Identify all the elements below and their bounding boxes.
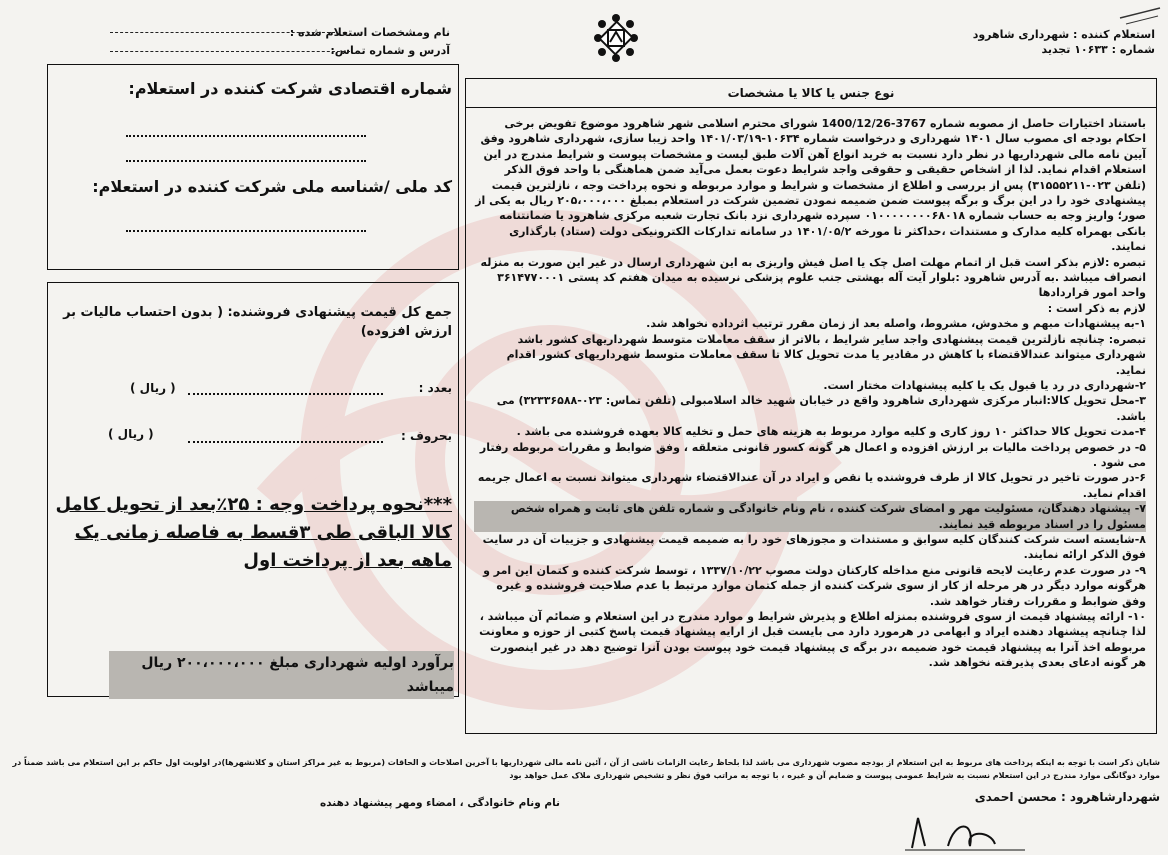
words-label: بحروف : [401,429,452,443]
condition-3: ۳-محل تحویل کالا:انبار مرکزی شهرداری شاهرود واقع در خیابان شهید خالد اسلامبولی (تلفن تماس: ۰۲۳-۳۲۳۳۶۵۸۸) می باشد. [496,394,1146,423]
economic-number-line-2 [126,160,366,162]
words-field [188,441,383,443]
left-price-box [47,282,459,697]
inquirer-label: استعلام کننده : شهرداری شاهرود [972,28,1155,41]
words-unit: ( ریال ) [108,427,154,441]
condition-4: ۴-مدت تحویل کالا حداکثر ۱۰ روز کاری و کلیه موارد مربوط به هزینه های حمل و تخلیه کالا بعهده فروشنده می باشد . [516,425,1146,439]
condition-1-note: تبصره: چنانچه نازلترین قیمت پیشنهادی واجد سایر شرایط ، بالاتر از سقف معاملات متوسط شهرداریهای کشور باشد شهرداری میتواند عندالاقتضاء با کاهش در مقادیر یا مدت تحویل کالا تا سقف معاملات متوسط شهرداریهای کشور اقدام نماید. [506,332,1146,377]
condition-1: ۱-به پیشنهادات مبهم و مخدوش، مشروط، واصله بعد از زمان مقرر ترتیب اثرداده نخواهد شد. [646,317,1146,331]
condition-7: ۷- پیشنهاد دهندگان، مسئولیت مهر و امضای شرکت کننده ، نام ونام خانوادگی و شماره تلفن های ثابت و همراه شخص مسئول را در اسناد مربوطه قید نمایند. [474,501,1146,532]
conditions-body [466,108,1156,671]
top-right-mark-icon [1118,6,1163,26]
left-id-box [47,64,459,270]
digits-unit: ( ریال ) [130,381,176,395]
condition-2: ۲-شهرداری در رد یا قبول یک یا کلیه پیشنهادات مختار است. [823,378,1146,392]
header-left [110,25,450,58]
condition-9: ۹- در صورت عدم رعایت لایحه قانونی منع مداخله کارکنان دولت مصوب ۱۳۳۷/۱۰/۲۲ ، توسط شرکت کننده و کتمان این امر و هرگونه موارد دیگر در هر مرحله از کار از سوی شرکت کننده از جمله کتمان موارد مرتبط با عدم صلاحیت فروشنده و غیره وفق ضوابط و مقررات رفتار خواهد شد. [483,563,1146,608]
national-id-line [126,230,366,232]
goods-type-title: نوع جنس یا کالا یا مشخصات [466,79,1156,108]
mayor-signature-icon [900,800,1030,855]
economic-number-label: شماره اقتصادی شرکت کننده در استعلام: [128,79,452,98]
national-id-label: کد ملی /شناسه ملی شرکت کننده در استعلام: [92,177,452,196]
payment-terms: ***نحوه پرداخت وجه : ۲۵٪بعد از تحویل کامل کالا الباقی طی ۳قسط به فاصله زمانی یک ماهه بعد از پرداخت اول [55,494,452,571]
municipality-estimate: برآورد اولیه شهرداری مبلغ ۲۰۰،۰۰۰،۰۰۰ ریال میباشد [109,651,454,699]
inquiry-number: شماره : ۱۰۶۳۳ تجدید [1041,43,1155,56]
inquired-name-label: نام ومشخصات استعلام شده : [289,26,450,39]
main-conditions-box [465,78,1157,734]
digits-field [188,393,383,395]
condition-8: ۸-شایسته است شرکت کنندگان کلیه سوابق و مستندات و مجوزهای خود را به ضمیمه قیمت پیشنهادی و جزییات آن در سایت فوق الذکر ارائه نمایند. [482,532,1146,562]
address-label: آدرس و شماره تماس: [330,44,450,57]
condition-10: ۱۰- ارائه پیشنهاد قیمت از سوی فروشنده بمنزله اطلاع و پذیرش شرایط و موارد مندرج در این استعلام و ضمائم آن میباشد ، لذا چنانچه پیشنهاد دهنده ایراد و ابهامی در هرمورد دارد می بایست قبل از ارایه پیشنهاد قیمت پاسخ کتبی از حوزه و معاونت مربوطه اخذ آنرا به پیشنهاد قیمت خود ضمیمه ،در برگه ی پیشنهاد قیمت خود پیوست بودن آنرا توضیح دهد در غیر اینصورت هر گونه ادعای بعدی پذیرفته نخواهد شد. [479,610,1146,670]
condition-6: ۶-در صورت تاخیر در تحویل کالا از طرف فروشنده یا نقص و ایراد در آن عندالاقتضاء شهرداری میتواند نسبت به اعمال جریمه اقدام نماید. [477,471,1146,500]
mention-heading: لازم به ذکر است : [1047,301,1146,315]
header-right [900,27,1155,57]
economic-number-line [126,135,366,137]
total-price-label: جمع کل قیمت پیشنهادی فروشنده: ( بدون احتساب مالیات بر ارزش افزوده) [63,305,452,339]
digits-label: بعدد : [418,381,452,395]
intro-paragraph: باستناد اختیارات حاصل از مصوبه شماره 3767-1400/12/26 شورای محترم اسلامی شهر شاهرود موضوع تفویض برخی احکام بودجه ای مصوب سال ۱۴۰۱ شهرداری و درخواست شماره ۱۰۶۳۴-۱۴۰۱/۰۳/۱۹ واحد زیبا سازی، شهرداری شاهرود وفق آیین نامه مالی شهرداریها در نظر دارد نسبت به خرید انواع آهن آلات طبق لیست و مشخصات پیوست و شرایط مندرج در این استعلام اقدام نماید. لذا از اشخاص حقیقی و حقوقی واجد شرایط دعوت بعمل می‌آید ضمن هماهنگی با واحد فوق الذکر (تلفن ۰۲۳-۳۱۵۵۵۲۱۱) پس از بررسی و اطلاع از مشخصات و شرایط و موارد مربوطه و نحوه پرداخت وجه ، نازلترین قیمت پیشنهادی خود را در این برگ و برگه پیوست ضمن ضمیمه نمودن تضمین شرکت در استعلام بمبلغ ۲۰۵،۰۰۰،۰۰۰ ریال به یکی از صور؛ واریز وجه به حساب شماره ۰۱۰۰۰۰۰۰۰۰۶۸۰۱۸ سپرده شهرداری نزد بانک تجارت شعبه مرکزی شاهرود یا ضمانتنامه بانکی بهمراه کلیه مدارک و مستندات ،حداکثر تا مورخه ۱۴۰۱/۰۵/۲ در سامانه تدارکات الکترونیکی دولت (ستاد) بارگذاری نمایند. [475,117,1146,254]
shahrood-municipality-logo-icon [592,12,640,64]
bidder-signature-label: نام ونام خانوادگی ، امضاء ومهر پیشنهاد دهنده [320,797,560,809]
mayor-label: شهردارشاهرود : محسن احمدی [974,790,1160,804]
condition-5: ۵- در خصوص پرداخت مالیات بر ارزش افزوده و اعمال هر گونه کسور قانونی متعلقه ، وفق ضوابط و مقررات مربوطه رفتار می شود . [479,440,1146,469]
note-paragraph: تبصره :لازم بذکر است قبل از اتمام مهلت اصل چک یا اصل فیش واریزی به این شهرداری ارسال در غیر این صورت به منزله انصراف میباشد .به آدرس شاهرود :بلوار آیت آله بهشتی جنب علوم پزشکی نرسیده به میدان هفتم کد پستی ۳۶۱۴۷۷۰۰۰۱ واحد امور قراردادها [480,255,1146,300]
footer-note: شایان ذکر است با توجه به اینکه پرداخت های مربوط به این استعلام از بودجه مصوب شهرداری می باشد لذا بلحاظ رعایت الزامات ناشی از آن ، آئین نامه مالی شهرداریها با آخرین اصلاحات و الحاقات (مربوط به غیر مراکز استان و کلانشهرها)در اولویت اول حاکم بر این استعلام می باشد ضمناً در موارد دوگانگی موارد مندرج در این استعلام نسبت به شرایط عمومی پیوست و ضمایم آن و غیره ، با توجه به مراتب فوق نظر و تشخیص شهرداری ملاک عمل خواهد بود [12,758,1160,780]
